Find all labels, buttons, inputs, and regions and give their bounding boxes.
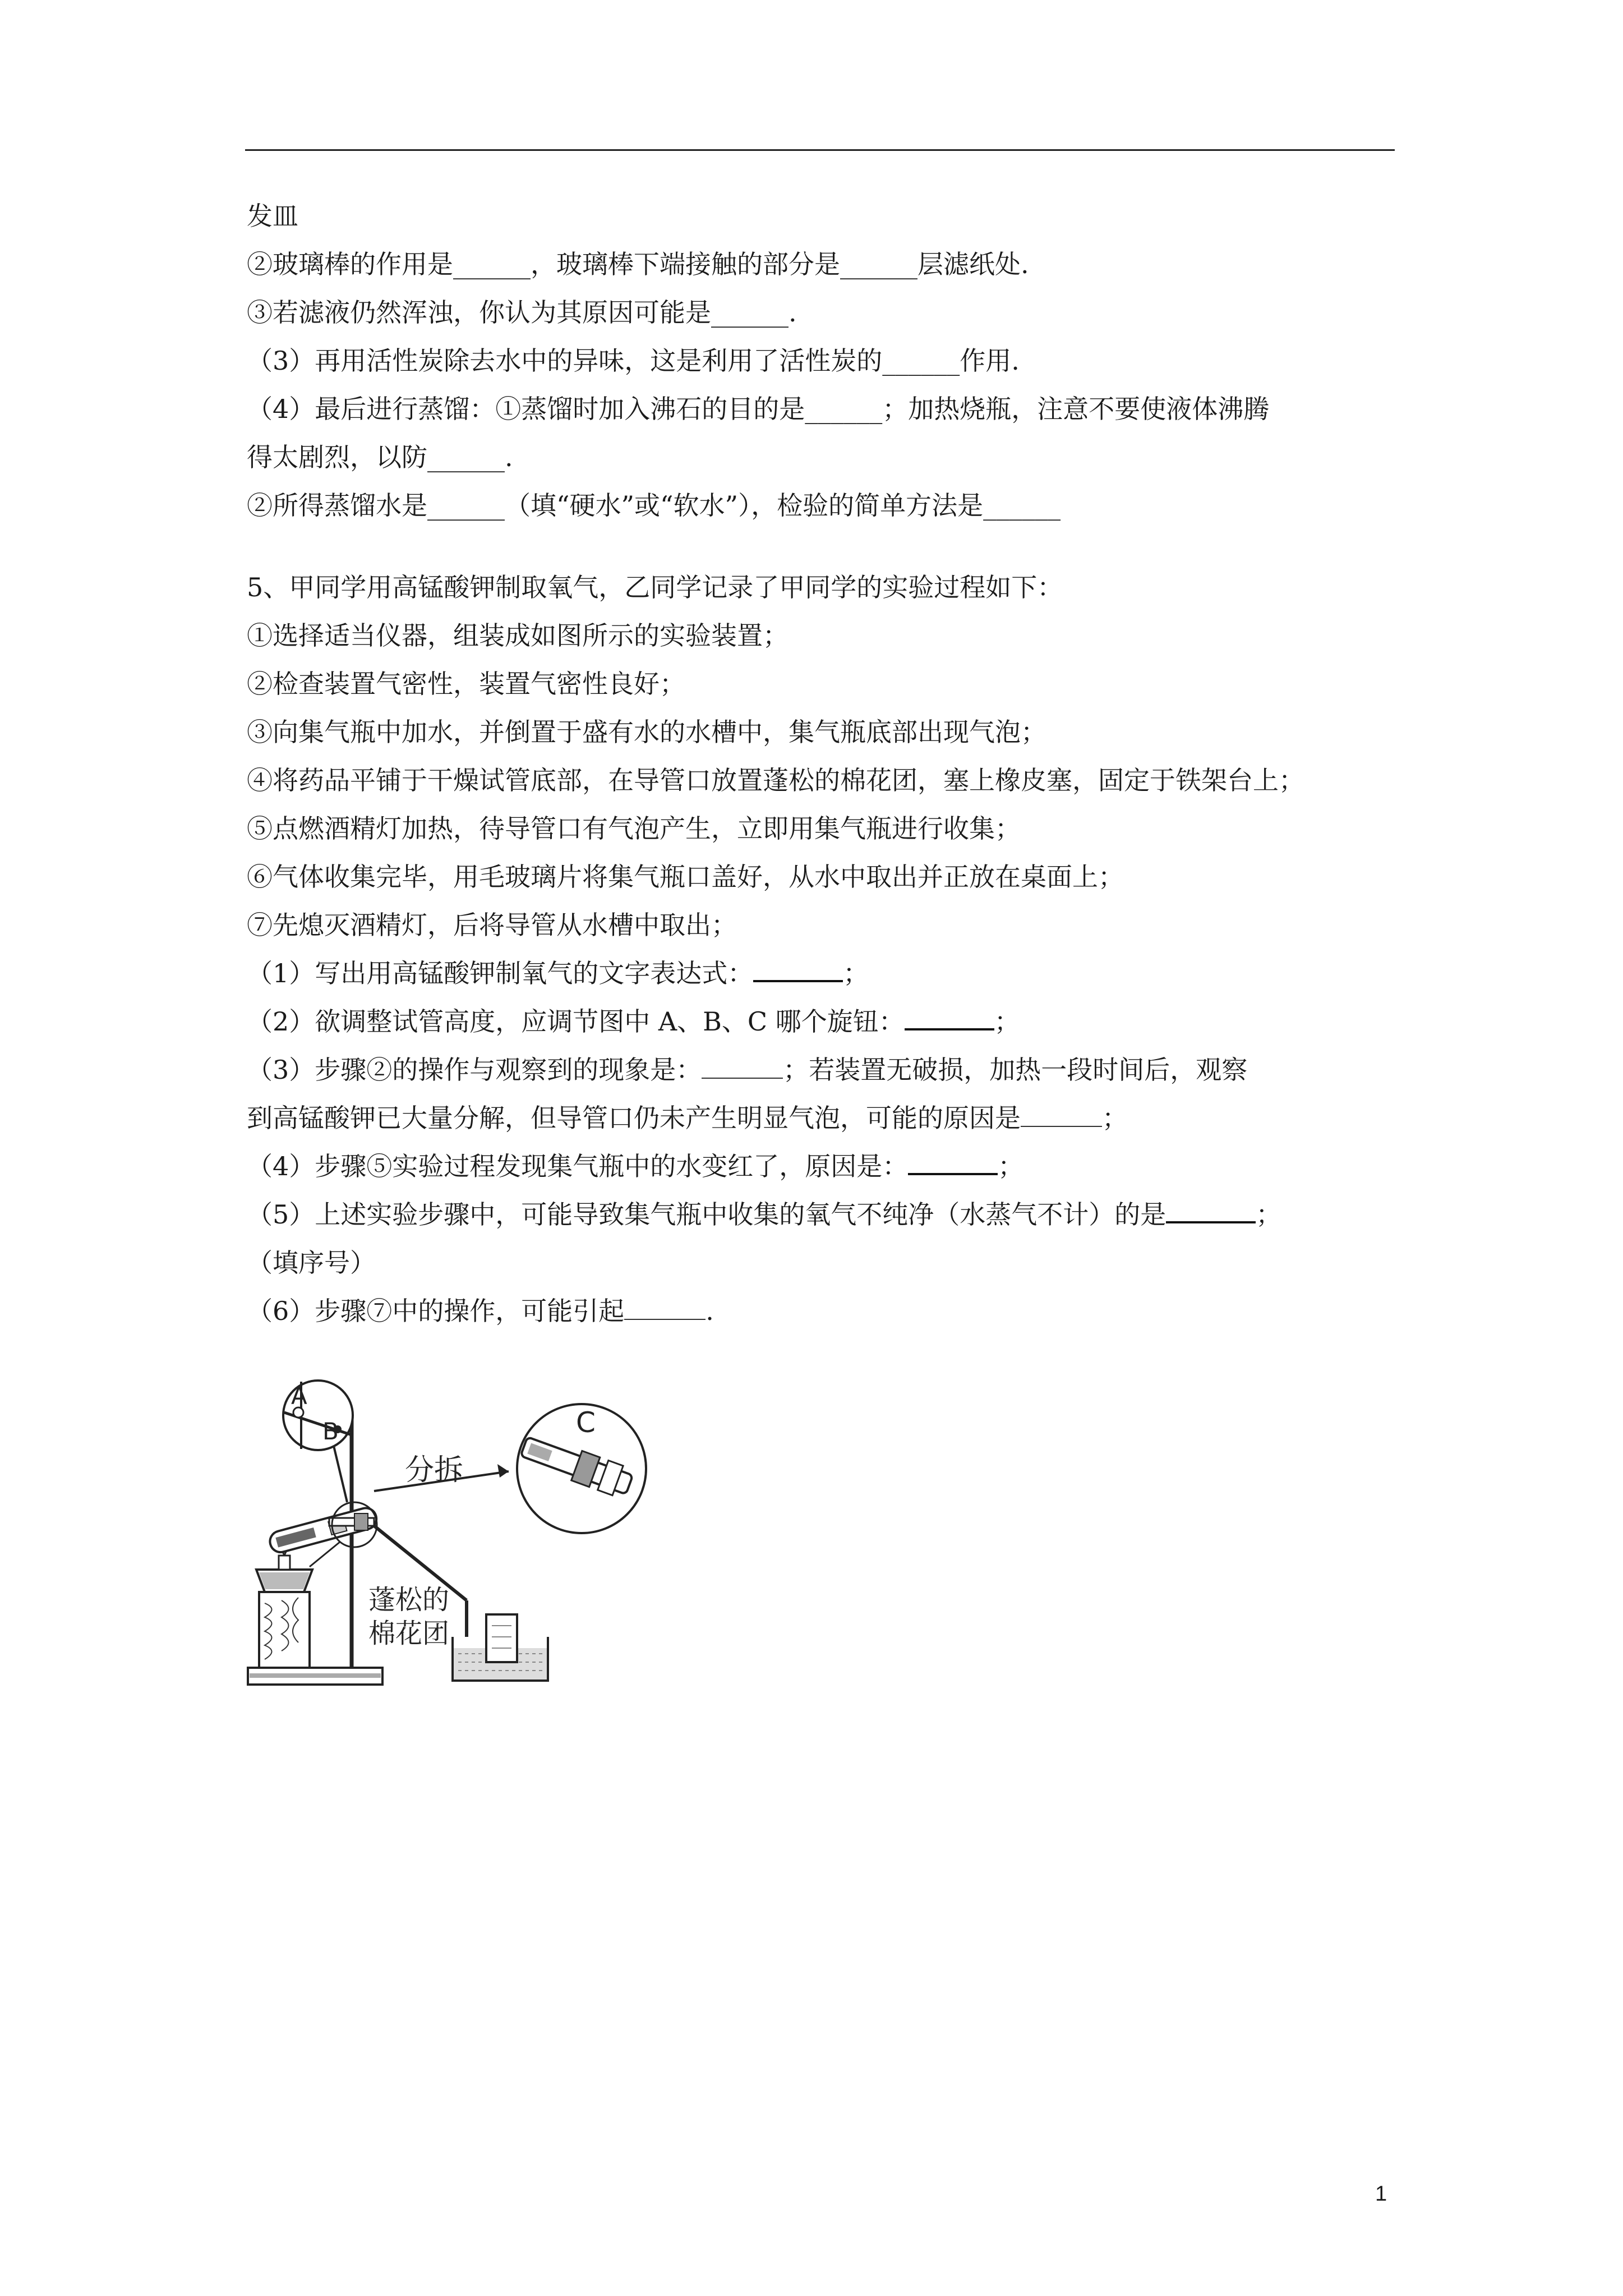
step-item: ①选择适当仪器，组装成如图所示的实验装置； [247,620,789,651]
text-line: （3）再用活性炭除去水中的异味，这是利用了活性炭的______作用. [247,346,1020,376]
label-cotton: 棉花团 [368,1618,450,1649]
text-line: ②所得蒸馏水是______（填“硬水”或“软水”），检验的简单方法是______ [247,490,1061,521]
header-rule [245,149,1395,151]
step-item: ⑦先熄灭酒精灯，后将导管从水槽中取出； [247,910,737,940]
answer-blank[interactable] [1021,1103,1102,1127]
question-item: 到高锰酸钾已大量分解，但导管口仍未产生明显气泡，可能的原因是 ； [247,1103,1128,1133]
text-line: ②玻璃棒的作用是______，玻璃棒下端接触的部分是______层滤纸处. [247,249,1029,279]
question-item: （3）步骤②的操作与观察到的现象是： ；若装置无破损，加热一段时间后，观察 [247,1055,1248,1085]
answer-blank[interactable] [624,1296,706,1320]
page-number: 1 [1375,2182,1387,2206]
text-line: 发皿 [247,201,298,231]
label-c: C [576,1406,596,1439]
answer-blank[interactable] [753,958,843,982]
label-cotton: 蓬松的 [368,1584,450,1616]
step-item: ⑥气体收集完毕，用毛玻璃片将集气瓶口盖好，从水中取出并正放在桌面上； [247,862,1124,892]
answer-blank[interactable] [1166,1199,1256,1223]
apparatus-figure [245,1373,654,1699]
answer-blank[interactable] [702,1055,783,1079]
text-line: 得太剧烈，以防______. [247,442,513,472]
step-item: ③向集气瓶中加水，并倒置于盛有水的水槽中，集气瓶底部出现气泡； [247,717,1046,747]
label-b: B [322,1418,339,1445]
oxygen-apparatus-illustration [245,1373,654,1699]
question-5-intro: 5、甲同学用高锰酸钾制取氧气，乙同学记录了甲同学的实验过程如下： [247,572,1063,602]
step-item: ④将药品平铺于干燥试管底部，在导管口放置蓬松的棉花团，塞上橡皮塞，固定于铁架台上； [247,765,1304,795]
answer-blank[interactable] [905,1006,994,1030]
text-line: （4）最后进行蒸馏：①蒸馏时加入沸石的目的是______；加热烧瓶，注意不要使液体沸腾 [247,394,1270,424]
question-item: （2）欲调整试管高度，应调节图中 A、B、C 哪个旋钮： ； [247,1006,1020,1037]
label-split: 分拆 [405,1453,464,1487]
text-line: ③若滤液仍然浑浊，你认为其原因可能是______. [247,297,797,328]
question-item: （5）上述实验步骤中，可能导致集气瓶中收集的氧气不纯净（水蒸气不计）的是 ； [247,1199,1282,1230]
question-item: （填序号） [247,1248,376,1278]
step-item: ⑤点燃酒精灯加热，待导管口有气泡产生，立即用集气瓶进行收集； [247,813,1021,844]
label-a: A [291,1382,307,1410]
question-item: （1）写出用高锰酸钾制氧气的文字表达式： ； [247,958,869,988]
document-body [247,199,1399,1342]
question-item: （6）步骤⑦中的操作，可能引起 . [247,1296,714,1326]
answer-blank[interactable] [908,1151,998,1175]
step-item: ②检查装置气密性，装置气密性良好； [247,669,685,699]
question-item: （4）步骤⑤实验过程发现集气瓶中的水变红了，原因是： ； [247,1151,1024,1181]
